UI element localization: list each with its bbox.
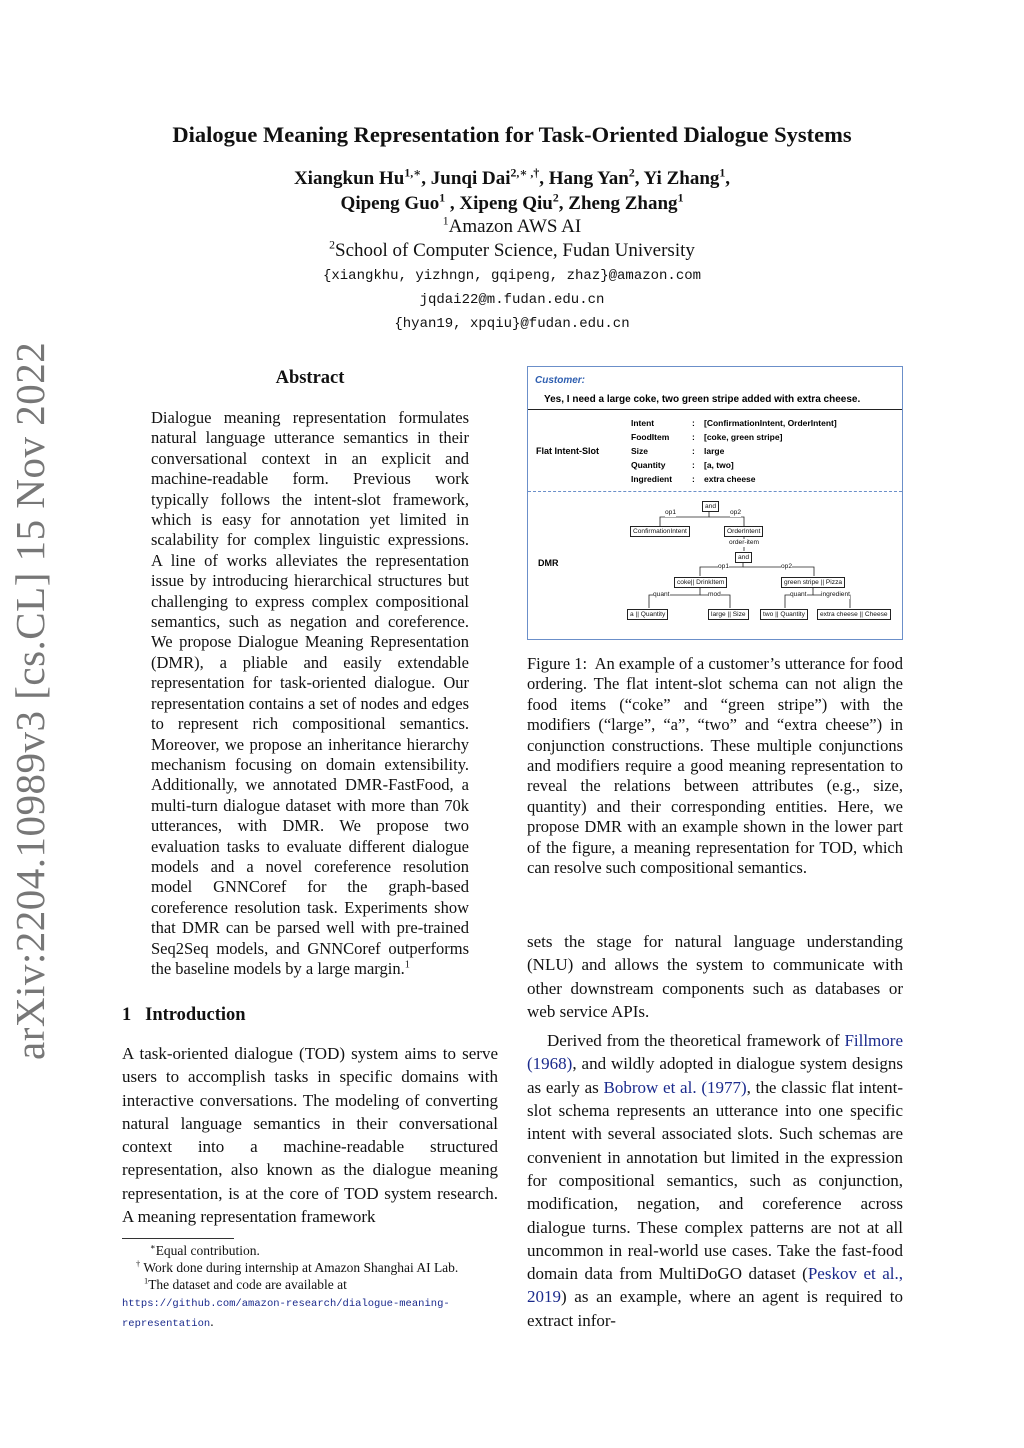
caption-text: An example of a customer’s utterance for food ordering. The flat intent-slot schema can not align the food items (“coke” and “green stripe”) with the modifiers (“large”, “a”, “two” and “extra cheese”) in conjunction constructions. These multiple conjunctions and modifiers require a good meaning representation to reveal the relations between attributes (e.g., size, quantity) and their corresponding entities. Here, we propose DMR with an example shown in the lower part of the figure, a meaning representation for TOD, which can resolve such compositional semantics.	[527, 654, 903, 878]
edge-label: ingredient	[821, 591, 850, 598]
slot-value: large	[704, 446, 725, 456]
footnote-text: Equal contribution.	[155, 1243, 260, 1258]
figure-1-caption	[527, 654, 903, 878]
author-name: Zheng Zhang	[568, 193, 678, 214]
slot-value: [coke, green stripe]	[704, 432, 783, 442]
arxiv-identifier-stamp: arXiv:2204.10989v3 [cs.CL] 15 Nov 2022	[7, 341, 53, 1060]
right-column-body	[527, 930, 903, 1332]
author-name: Hang Yan	[548, 168, 629, 189]
citation-year[interactable]: 1977	[706, 1077, 741, 1097]
dmr-node-large: large || Size	[708, 609, 749, 620]
paragraph: Derived from the theoretical framework of Fillmore (1968), and wildly adopted in dialogue system designs as early as Bobrow et al. (1977), the classic flat intent-slot schema represents an utterance into one specific intent with several associated slots. Such schemas are convenient in annotation but limited in the expression for compositional semantics, such as conjunction, modification, negation, and coreference across dialogue turns. These complex patterns are not at all uncommon in real-world use cases. Take the fast-food domain data from MultiDoGO dataset (Peskov et al., 2019) as an example, where an agent is required to extract infor-	[527, 1031, 903, 1330]
paragraph-text: , the classic flat intent-slot schema represents an utterance into one specific intent with several associated slots. Such schemas are convenient in annotation but limited in the expression for compositional semantics, such as conjunction, modification, negation, and coreference across dialogue turns. These complex patterns are not at all uncommon in real-world use cases. Take the fast-food domain data from MultiDoGO dataset	[527, 1077, 903, 1284]
edge-label: op2	[730, 509, 742, 516]
slot-value: extra cheese	[704, 474, 756, 484]
slot-sep: :	[692, 474, 695, 484]
edge-label: mod	[708, 591, 721, 598]
customer-label: Customer:	[535, 375, 586, 386]
footnote-2	[122, 1259, 498, 1276]
paragraph-text: as an example, where an agent is required to extract infor-	[527, 1287, 903, 1330]
footnote-mark: †	[136, 1259, 141, 1269]
slot-key: Quantity	[631, 460, 666, 470]
slot-sep: :	[692, 418, 695, 428]
author-line-2: Qipeng Guo$^1$ , Xipeng Qiu$^2$, Zheng Zhang$^1$	[340, 191, 684, 214]
paragraph: sets the stage for natural language understanding (NLU) and allows the system to communicate with other downstream components such as databases or web service APIs.	[527, 932, 903, 1021]
footnote-divider	[122, 1238, 234, 1239]
introduction-body: A task-oriented dialogue (TOD) system aims to serve users to accomplish tasks in specific domains with interactive conversations. The modeling of converting natural language semantics in their conversational context into a machine-readable structured representation, also known as the dialogue meaning representation, is at the core of TOD system research. A meaning representation framework	[122, 1044, 498, 1227]
dmr-node-green-stripe: green stripe || Pizza	[781, 577, 845, 588]
affiliation-2	[0, 240, 1024, 262]
slot-value: [a, two]	[704, 460, 734, 470]
footnotes	[122, 1242, 498, 1333]
footnote-mark: 1	[144, 1276, 149, 1286]
dataset-url-link[interactable]	[122, 1298, 450, 1330]
author-name: Junqi Dai	[430, 168, 511, 189]
footnote-1	[122, 1242, 498, 1259]
author-sup: 2	[628, 166, 635, 180]
edge-op2-top	[709, 517, 744, 526]
caption-label: Figure 1:	[527, 654, 588, 673]
footnote-text: Work done during internship at Amazon Shanghai AI Lab.	[143, 1260, 459, 1275]
url-part[interactable]: amazon-research/dialogue-meaning-representation	[122, 1298, 450, 1330]
abstract-body	[151, 408, 469, 979]
author-name: Qipeng Guo	[340, 193, 440, 214]
paragraph-text: Derived from the theoretical framework of	[547, 1031, 840, 1051]
url-part[interactable]: https://github.com/	[122, 1298, 242, 1310]
footnote-text: The dataset and code are available at	[148, 1277, 347, 1292]
section-title: Introduction	[145, 1005, 246, 1025]
affiliation-sup: 1	[442, 214, 449, 228]
citation-name[interactable]: Fillmore	[844, 1031, 903, 1051]
author-line-1: Xiangkun $Hu^{1,∗}$, Junqi Dai$^{2,∗ ,\dagger}$, Hang Yan$^2$, Yi Zhang$^1$,	[293, 166, 731, 189]
flat-intent-slot-label: Flat Intent-Slot	[536, 446, 599, 456]
slot-key: FoodItem	[631, 432, 670, 442]
dmr-node-extra-cheese: extra cheese || Cheese	[817, 609, 891, 620]
author-sup: 1	[677, 191, 684, 205]
author-name: Xipeng Qiu	[459, 193, 553, 214]
email-line-2: jqdai22@m.fudan.edu.cn	[419, 292, 605, 308]
affiliation-1	[0, 216, 1024, 238]
affiliation-text: Amazon AWS AI	[448, 216, 582, 237]
slot-key: Ingredient	[631, 474, 673, 484]
edge-label: op1	[665, 509, 677, 516]
dmr-node-a: a || Quantity	[627, 609, 668, 620]
dmr-node-two: two || Quantity	[760, 609, 808, 620]
author-name: Xiangkun Hu	[293, 168, 405, 189]
edge-label: op1	[718, 563, 730, 570]
dmr-node-order-intent: OrderIntent	[724, 526, 763, 537]
slot-sep: :	[692, 432, 695, 442]
footnote-mark: ∗	[150, 1242, 156, 1252]
slot-value: [ConfirmationIntent, OrderIntent]	[704, 418, 837, 428]
citation-name[interactable]: Bobrow et al.	[603, 1077, 697, 1097]
citation-fillmore[interactable]: Fillmore (1968)	[527, 1031, 903, 1074]
citation-peskov[interactable]: Peskov et al., 2019	[527, 1264, 903, 1307]
author-sup: 2	[552, 191, 559, 205]
author-sup: 1	[719, 166, 726, 180]
dmr-node-confirmation-intent: ConfirmationIntent	[630, 526, 690, 537]
slot-key: Intent	[631, 418, 655, 428]
edge-label: order-item	[729, 539, 760, 546]
author-sup: 1	[439, 191, 446, 205]
slot-sep: :	[692, 460, 695, 470]
abstract-text: Dialogue meaning representation formulates natural language utterance semantics in their conversational context in an explicit and machine-readable form. Previous work typically follows the intent-slot framework, which is easy for annotation yet limited in scalability for complex linguistic expressions. A line of works alleviates the representation issue by introducing hierarchical structures but challenging to express complex compositional semantics, such as negation and coreference. We propose Dialogue Meaning Representation (DMR), a pliable and easily extendable representation for task-oriented dialogue. Our representation contains a set of nodes and edges to represent rich compositional semantics. Moreover, we propose an inheritance hierarchy mechanism focusing on domain extensibility. Additionally, we annotated DMR-FastFood, a multi-turn dialogue dataset with more than 70k utterances, with DMR. We propose two evaluation tasks to evaluate different dialogue models and a novel coreference resolution model GNNCoref for the graph-based coreference resolution task. Experiments show that DMR can be parsed well with pre-trained Seq2Seq models, and GNNCoref outperforms the baseline models by a large margin.	[151, 408, 469, 978]
author-name: Yi Zhang	[643, 168, 720, 189]
footnote-marker[interactable]: 1	[404, 959, 410, 971]
customer-utterance: Yes, I need a large coke, two green stripe added with extra cheese.	[544, 394, 861, 405]
section-number: 1	[122, 1005, 132, 1025]
section-heading-introduction	[122, 1005, 246, 1026]
paper-title: Dialogue Meaning Representation for Task-Oriented Dialogue Systems	[172, 122, 852, 147]
figure-1	[527, 366, 903, 640]
abstract-heading: Abstract	[275, 368, 345, 388]
affiliation-text: School of Computer Science, Fudan University	[335, 240, 695, 261]
edge-op2-mid	[743, 567, 814, 576]
paragraph-text: , and wildly adopted in dialogue system designs as early as	[527, 1054, 903, 1097]
edge-label: quant	[653, 591, 670, 598]
slot-sep: :	[692, 446, 695, 456]
citation-year[interactable]: 1968	[532, 1054, 567, 1074]
email-line-1: {xiangkhu, yizhngn, gqipeng, zhaz}@amazon.com	[322, 268, 702, 284]
dmr-node-coke: coke|| DrinkItem	[674, 577, 727, 588]
author-sup: 1,∗	[404, 166, 422, 180]
affiliation-sup: 2	[329, 238, 335, 252]
dmr-node-and-top: and	[702, 501, 719, 512]
email-line-3: {hyan19, xpqiu}@fudan.edu.cn	[394, 316, 630, 332]
dmr-label: DMR	[538, 558, 559, 568]
dmr-node-and-mid: and	[735, 552, 752, 563]
edge-label: op2	[781, 563, 793, 570]
citation-bobrow[interactable]: Bobrow et al. (1977)	[603, 1077, 747, 1097]
edge-label: quant	[790, 591, 807, 598]
slot-key: Size	[631, 446, 649, 456]
author-sup: 2,∗ ,†	[510, 166, 540, 180]
footnote-3: $^1$The dataset and code are available at https://github.com/amazon-research/dialogue-meaning-representation.	[122, 1276, 450, 1330]
